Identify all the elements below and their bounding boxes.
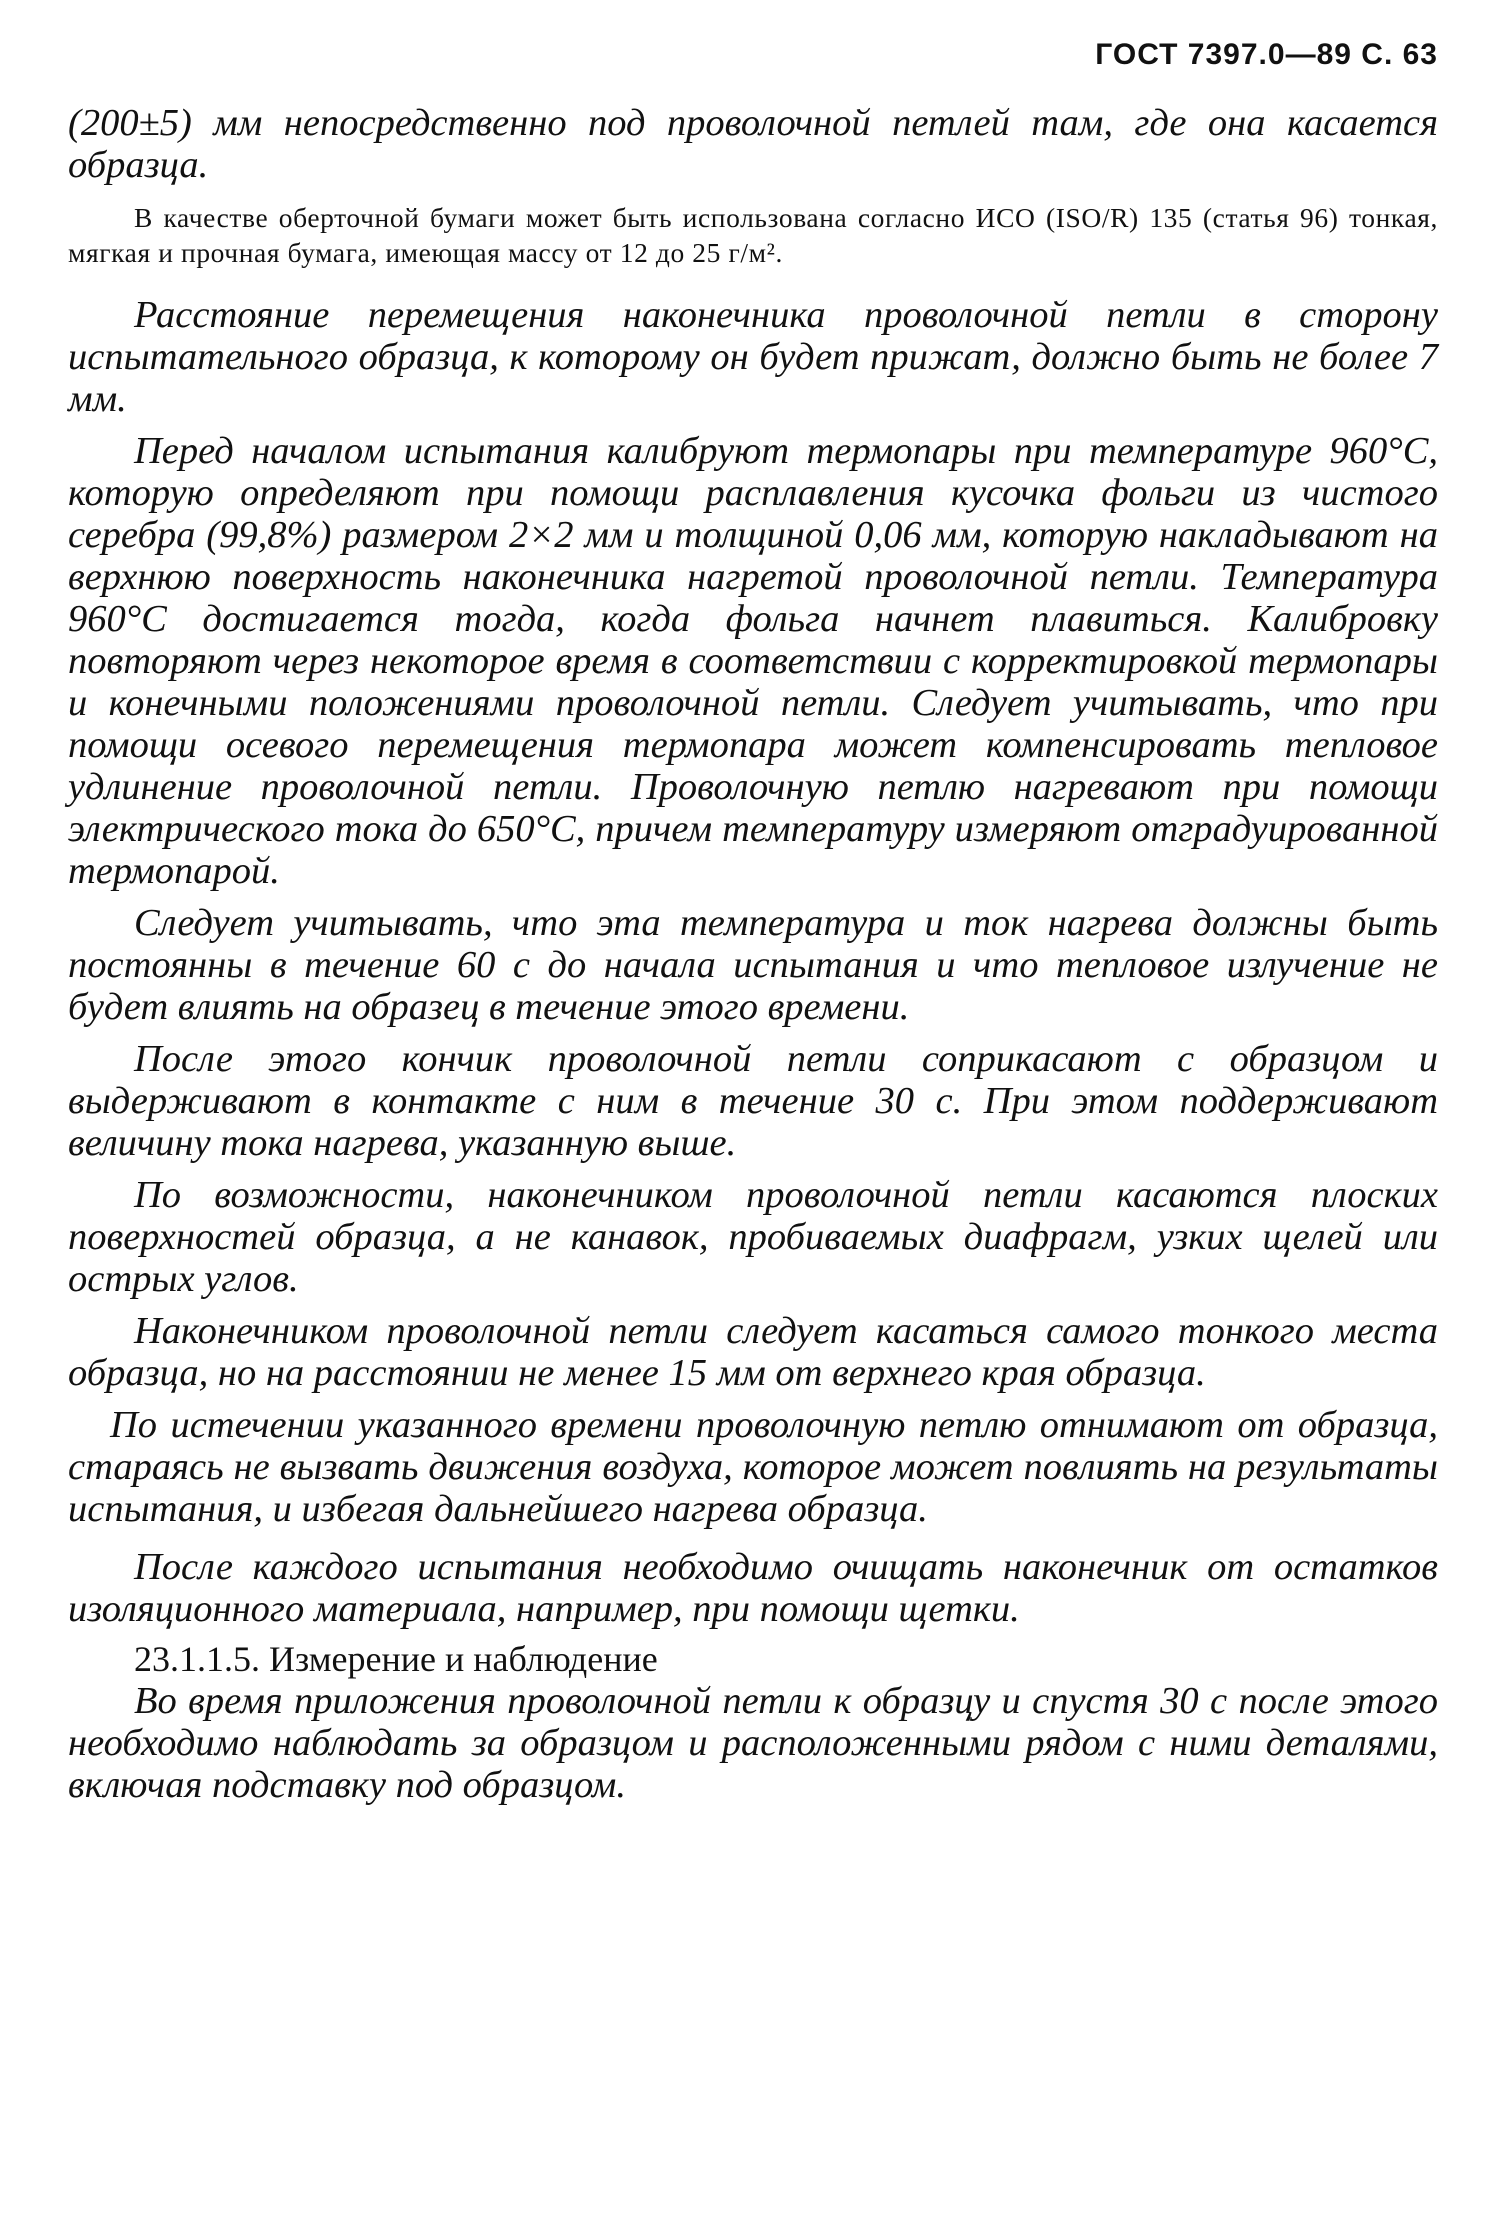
paragraph-calibration: Перед началом испытания калибруют термопары при температуре 960°С, которую определяют при помощи расплавления кусочка фольги из чистого серебра (99,8%) размером 2×2 мм и толщиной 0,06 мм, которую накладывают на верхнюю поверхность наконечника нагретой проволочной петли. Температура 960°С достигается тогда, когда фольга начнет плавиться. Калибровку повторяют через некоторое время в соответствии с корректировкой термопары и конечными положениями проволочной петли. Следует учитывать, что при помощи осевого перемещения термопара может компенсировать тепловое удлинение проволочной петли. Проволочную петлю нагревают при помощи электрического тока до 650°С, причем температуру измеряют отградуированной термопарой. bbox=[68, 430, 1438, 892]
standard-number: ГОСТ 7397.0—89 bbox=[1095, 38, 1352, 71]
paragraph-withdraw-loop: По истечении указанного времени проволочную петлю отнимают от образца, стараясь не вызвать движения воздуха, которое может повлиять на результаты испытания, и избегая дальнейшего нагрева образца. bbox=[68, 1404, 1438, 1530]
paragraph-flat-surfaces: По возможности, наконечником проволочной петли касаются плоских поверхностей образца, а не канавок, пробиваемых диафрагм, узких щелей или острых углов. bbox=[68, 1174, 1438, 1300]
page-number: С. 63 bbox=[1361, 38, 1438, 71]
paragraph-constant-current: Следует учитывать, что эта температура и ток нагрева должны быть постоянны в течение 60 с до начала испытания и что тепловое излучение не будет влиять на образец в течение этого времени. bbox=[68, 902, 1438, 1028]
paragraph-contact: После этого кончик проволочной петли соприкасают с образцом и выдерживают в контакте с ним в течение 30 с. При этом поддерживают величину тока нагрева, указанную выше. bbox=[68, 1038, 1438, 1164]
paragraph-cleaning: После каждого испытания необходимо очищать наконечник от остатков изоляционного материала, например, при помощи щетки. bbox=[68, 1546, 1438, 1630]
section-heading: 23.1.1.5. Измерение и наблюдение bbox=[134, 1639, 658, 1679]
paragraph-sample-distance: (200±5) мм непосредственно под проволочной петлей там, где она касается образца. bbox=[68, 102, 1438, 186]
paragraph-tip-travel: Расстояние перемещения наконечника проволочной петли в сторону испытательного образца, к которому он будет прижат, должно быть не более 7 мм. bbox=[68, 294, 1438, 420]
paragraph-thinnest-spot: Наконечником проволочной петли следует касаться самого тонкого места образца, но на расстоянии не менее 15 мм от верхнего края образца. bbox=[68, 1310, 1438, 1394]
note-wrapping-paper: В качестве оберточной бумаги может быть использована согласно ИСО (ISO/R) 135 (статья 96) тонкая, мягкая и прочная бумага, имеющая массу от 12 до 25 г/м². bbox=[68, 202, 1438, 268]
document-page bbox=[68, 38, 1438, 1806]
paragraph-observation: Во время приложения проволочной петли к образцу и спустя 30 с после этого необходимо наблюдать за образцом и расположенными рядом с ними деталями, включая подставку под образцом. bbox=[68, 1680, 1438, 1806]
page-header bbox=[68, 38, 1438, 72]
